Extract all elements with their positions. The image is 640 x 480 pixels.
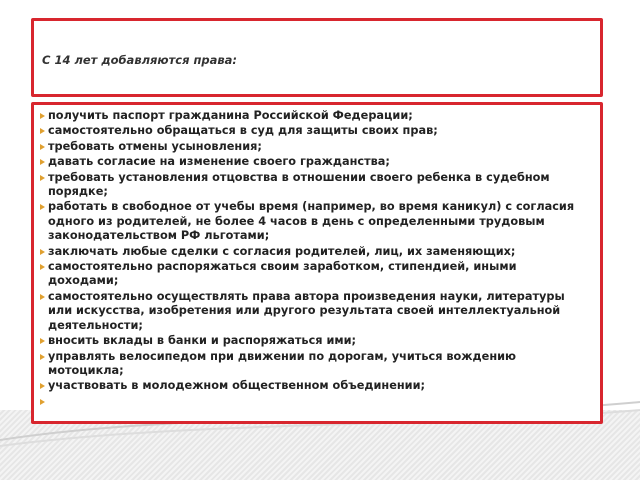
bullet-arrow-icon <box>40 249 45 255</box>
bullet-arrow-icon <box>40 144 45 150</box>
bullet-arrow-icon <box>40 175 45 181</box>
rights-list <box>40 109 588 410</box>
bullet-arrow-icon <box>40 159 45 165</box>
slide-title: С 14 лет добавляются права: <box>42 53 238 67</box>
list-item: управлять велосипедом при движении по дорогам, учиться вождению мотоцикла; <box>40 350 588 379</box>
bullet-arrow-icon <box>40 383 45 389</box>
bullet-arrow-icon <box>40 204 45 210</box>
list-item: требовать установления отцовства в отношении своего ребенка в судебном порядке; <box>40 171 588 200</box>
content-placeholder[interactable] <box>31 102 603 424</box>
bullet-arrow-icon <box>40 113 45 119</box>
bullet-arrow-icon <box>40 128 45 134</box>
list-item: участвовать в молодежном общественном объединении; <box>40 379 588 393</box>
list-item <box>40 395 588 409</box>
bullet-arrow-icon <box>40 294 45 300</box>
list-item: самостоятельно осуществлять права автора произведения науки, литературы или искусства, изобретения или другого результата своей интеллектуальной деятельности; <box>40 290 588 333</box>
list-item: самостоятельно распоряжаться своим заработком, стипендией, иными доходами; <box>40 260 588 289</box>
list-item: давать согласие на изменение своего гражданства; <box>40 155 588 169</box>
list-item: требовать отмены усыновления; <box>40 140 588 154</box>
bullet-arrow-icon <box>40 338 45 344</box>
bullet-arrow-icon <box>40 264 45 270</box>
list-item: работать в свободное от учебы время (например, во время каникул) с согласия одного из родителей, не более 4 часов в день с определенными трудовым законодательством РФ льготами; <box>40 200 588 243</box>
list-item: самостоятельно обращаться в суд для защиты своих прав; <box>40 124 588 138</box>
list-item: заключать любые сделки с согласия родителей, лиц, их заменяющих; <box>40 245 588 259</box>
title-placeholder[interactable] <box>31 18 603 97</box>
list-item: вносить вклады в банки и распоряжаться ими; <box>40 334 588 348</box>
bullet-arrow-icon <box>40 399 45 405</box>
bullet-arrow-icon <box>40 354 45 360</box>
list-item: получить паспорт гражданина Российской Федерации; <box>40 109 588 123</box>
